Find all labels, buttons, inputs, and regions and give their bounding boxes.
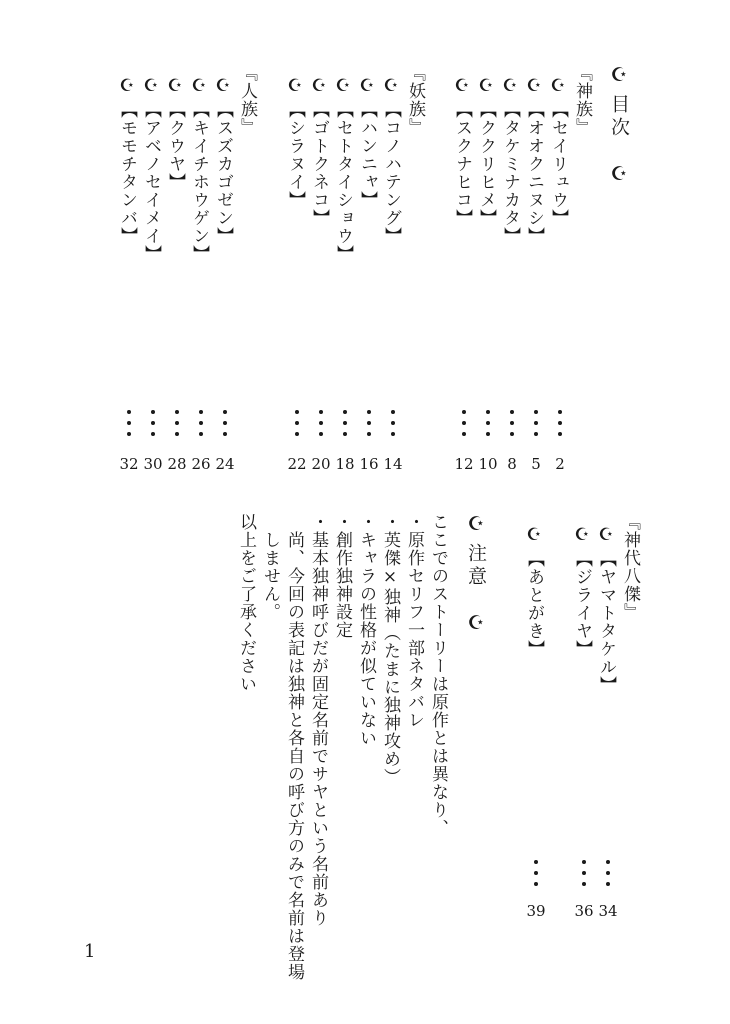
toc-entry: ☪【キイチホウゲン】	[189, 76, 209, 263]
dot-leader	[486, 410, 490, 436]
page-number: 22	[287, 455, 307, 473]
dot-leader	[606, 860, 610, 886]
toc-entry: ☪【タケミナカタ】	[500, 76, 520, 245]
toc-entry: ☪【ヤマトタケル】	[596, 525, 616, 694]
toc-entry: ☪【モモチタンバ】	[117, 76, 137, 245]
dot-leader	[558, 410, 562, 436]
dot-leader	[151, 410, 155, 436]
page-number: 10	[478, 455, 498, 473]
page-number: 2	[555, 455, 565, 473]
crescent-star-icon: ☪	[524, 525, 544, 546]
crescent-star-icon: ☪	[465, 612, 487, 638]
notice-line: ・基本独神呼びだが固定名前でサヤという名前あり	[308, 513, 328, 927]
dot-leader	[510, 410, 514, 436]
toc-entry: ☪【セイリュウ】	[548, 76, 568, 227]
page-folio: 1	[84, 941, 96, 962]
dot-leader	[534, 860, 538, 886]
crescent-star-icon: ☪	[596, 525, 616, 546]
crescent-star-icon: ☪	[189, 76, 209, 97]
dot-leader	[175, 410, 179, 436]
toc-entry: ☪【ゴトクネコ】	[309, 76, 329, 227]
crescent-star-icon: ☪	[476, 76, 496, 97]
page-number: 36	[574, 902, 594, 920]
notice-title: 注意	[465, 543, 487, 589]
crescent-star-icon: ☪	[381, 76, 401, 97]
notice-line: ・創作独神設定	[332, 513, 352, 639]
page-number: 26	[191, 455, 211, 473]
page-number: 18	[335, 455, 355, 473]
toc-entry: ☪【セトタイショウ】	[333, 76, 353, 263]
crescent-star-icon: ☪	[117, 76, 137, 97]
crescent-star-icon: ☪	[333, 76, 353, 97]
toc-heading	[609, 64, 628, 193]
toc-title: 目次	[608, 94, 630, 140]
section-label: 『人族』	[237, 64, 257, 136]
page-number: 32	[119, 455, 139, 473]
toc-entry: ☪【アベノセイメイ】	[141, 76, 161, 263]
notice-line: 尚、今回の表記は独神と各自の呼び方のみで名前は登場	[284, 513, 304, 981]
toc-entry: ☪【ククリヒメ】	[476, 76, 496, 227]
dot-leader	[534, 410, 538, 436]
page-number: 39	[526, 902, 546, 920]
toc-entry: ☪【コノハテング】	[381, 76, 401, 245]
page-number: 24	[215, 455, 235, 473]
page-number: 14	[383, 455, 403, 473]
dot-leader	[223, 410, 227, 436]
page-number: 34	[598, 902, 618, 920]
crescent-star-icon: ☪	[309, 76, 329, 97]
toc-entry: ☪【ジライヤ】	[572, 525, 592, 658]
crescent-star-icon: ☪	[548, 76, 568, 97]
crescent-star-icon: ☪	[213, 76, 233, 97]
page-number: 20	[311, 455, 331, 473]
crescent-star-icon: ☪	[572, 525, 592, 546]
dot-leader	[343, 410, 347, 436]
toc-entry: ☪【スズカゴゼン】	[213, 76, 233, 245]
dot-leader	[127, 410, 131, 436]
crescent-star-icon: ☪	[285, 76, 305, 97]
page-number: 8	[507, 455, 517, 473]
crescent-star-icon: ☪	[357, 76, 377, 97]
toc-entry: ☪【ハンニャ】	[357, 76, 377, 209]
dot-leader	[199, 410, 203, 436]
page-number: 12	[454, 455, 474, 473]
toc-entry: ☪【クウヤ】	[165, 76, 185, 191]
dot-leader	[319, 410, 323, 436]
page-number: 30	[143, 455, 163, 473]
page-number: 5	[531, 455, 541, 473]
notice-line: ・原作セリフ一部ネタバレ	[404, 513, 424, 729]
dot-leader	[391, 410, 395, 436]
crescent-star-icon: ☪	[141, 76, 161, 97]
dot-leader	[367, 410, 371, 436]
toc-entry: ☪【シラヌイ】	[285, 76, 305, 209]
toc-entry: ☪【スクナヒコ】	[452, 76, 472, 227]
notice-line: ここでのストーリーは原作とは異なり、	[428, 513, 448, 837]
notice-line: ・キャラの性格が似ていない	[356, 513, 376, 747]
toc-entry: ☪【オオクニヌシ】	[524, 76, 544, 245]
notice-line: 以上をご了承ください	[236, 513, 256, 693]
toc-entry-afterword: ☪【あとがき】	[524, 525, 544, 658]
notice-heading	[466, 513, 485, 642]
dot-leader	[295, 410, 299, 436]
dot-leader	[462, 410, 466, 436]
crescent-star-icon: ☪	[465, 513, 487, 539]
crescent-star-icon: ☪	[500, 76, 520, 97]
section-label: 『神代八傑』	[620, 513, 640, 621]
page-number: 16	[359, 455, 379, 473]
dot-leader	[582, 860, 586, 886]
crescent-star-icon: ☪	[452, 76, 472, 97]
section-label: 『妖族』	[405, 64, 425, 136]
crescent-star-icon: ☪	[524, 76, 544, 97]
crescent-star-icon: ☪	[608, 163, 630, 189]
crescent-star-icon: ☪	[608, 64, 630, 90]
notice-line: ・英傑×独神（たまに独神攻め）	[380, 513, 400, 786]
page-number: 28	[167, 455, 187, 473]
crescent-star-icon: ☪	[165, 76, 185, 97]
section-label: 『神族』	[572, 64, 592, 136]
notice-line: しません。	[260, 513, 280, 621]
